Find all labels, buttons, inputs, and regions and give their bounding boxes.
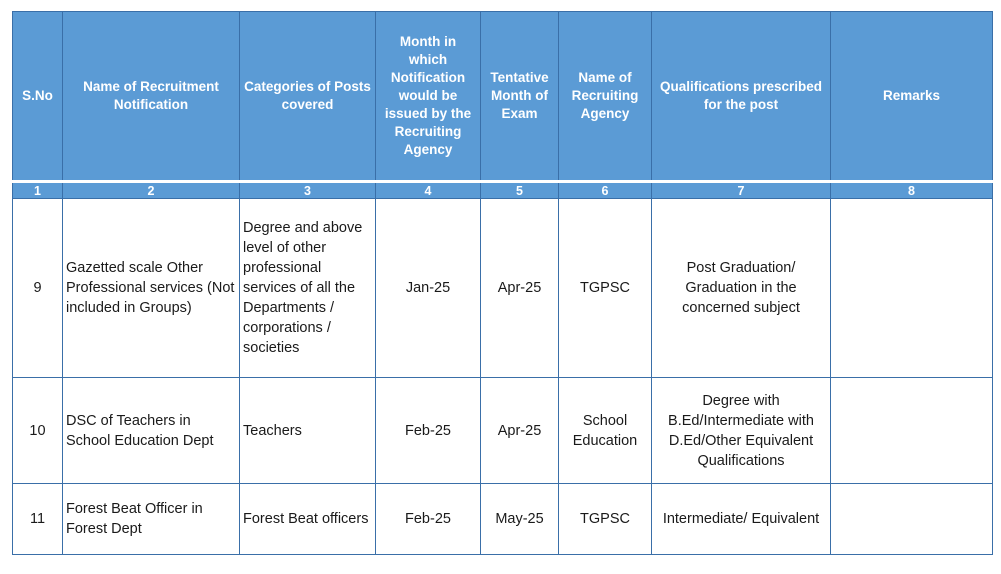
header-remarks: Remarks bbox=[831, 12, 993, 182]
header-row bbox=[13, 12, 993, 182]
cell-remarks bbox=[831, 378, 993, 484]
column-number: 5 bbox=[481, 182, 559, 199]
column-number: 1 bbox=[13, 182, 63, 199]
table-body bbox=[13, 199, 993, 555]
cell-exam-month: May-25 bbox=[481, 484, 559, 555]
header-sno: S.No bbox=[13, 12, 63, 182]
header-notification-month: Month in which Notification would be issued by the Recruiting Agency bbox=[376, 12, 481, 182]
cell-notification-month: Jan-25 bbox=[376, 199, 481, 378]
header-qualifications: Qualifications prescribed for the post bbox=[652, 12, 831, 182]
cell-notification-month: Feb-25 bbox=[376, 484, 481, 555]
table-row bbox=[13, 484, 993, 555]
cell-agency: TGPSC bbox=[559, 199, 652, 378]
cell-recruitment-name: Forest Beat Officer in Forest Dept bbox=[63, 484, 240, 555]
column-number: 4 bbox=[376, 182, 481, 199]
cell-sno: 9 bbox=[13, 199, 63, 378]
cell-categories: Teachers bbox=[240, 378, 376, 484]
cell-agency: TGPSC bbox=[559, 484, 652, 555]
cell-qualifications: Intermediate/ Equivalent bbox=[652, 484, 831, 555]
header-categories: Categories of Posts covered bbox=[240, 12, 376, 182]
cell-exam-month: Apr-25 bbox=[481, 378, 559, 484]
cell-notification-month: Feb-25 bbox=[376, 378, 481, 484]
header-exam-month: Tentative Month of Exam bbox=[481, 12, 559, 182]
column-number: 6 bbox=[559, 182, 652, 199]
column-number: 2 bbox=[63, 182, 240, 199]
column-number-row bbox=[13, 182, 993, 199]
cell-recruitment-name: Gazetted scale Other Professional services (Not included in Groups) bbox=[63, 199, 240, 378]
cell-sno: 10 bbox=[13, 378, 63, 484]
recruitment-table bbox=[12, 11, 993, 555]
cell-agency: School Education bbox=[559, 378, 652, 484]
cell-categories: Degree and above level of other professional services of all the Departments / corporations / societies bbox=[240, 199, 376, 378]
cell-remarks bbox=[831, 199, 993, 378]
cell-exam-month: Apr-25 bbox=[481, 199, 559, 378]
cell-qualifications: Post Graduation/ Graduation in the concerned subject bbox=[652, 199, 831, 378]
cell-qualifications: Degree with B.Ed/Intermediate with D.Ed/Other Equivalent Qualifications bbox=[652, 378, 831, 484]
column-number: 8 bbox=[831, 182, 993, 199]
table-row bbox=[13, 199, 993, 378]
cell-categories: Forest Beat officers bbox=[240, 484, 376, 555]
header-agency: Name of Recruiting Agency bbox=[559, 12, 652, 182]
column-number: 3 bbox=[240, 182, 376, 199]
cell-remarks bbox=[831, 484, 993, 555]
cell-sno: 11 bbox=[13, 484, 63, 555]
header-recruitment-notification: Name of Recruitment Notification bbox=[63, 12, 240, 182]
table-header bbox=[13, 12, 993, 199]
table-row bbox=[13, 378, 993, 484]
cell-recruitment-name: DSC of Teachers in School Education Dept bbox=[63, 378, 240, 484]
column-number: 7 bbox=[652, 182, 831, 199]
